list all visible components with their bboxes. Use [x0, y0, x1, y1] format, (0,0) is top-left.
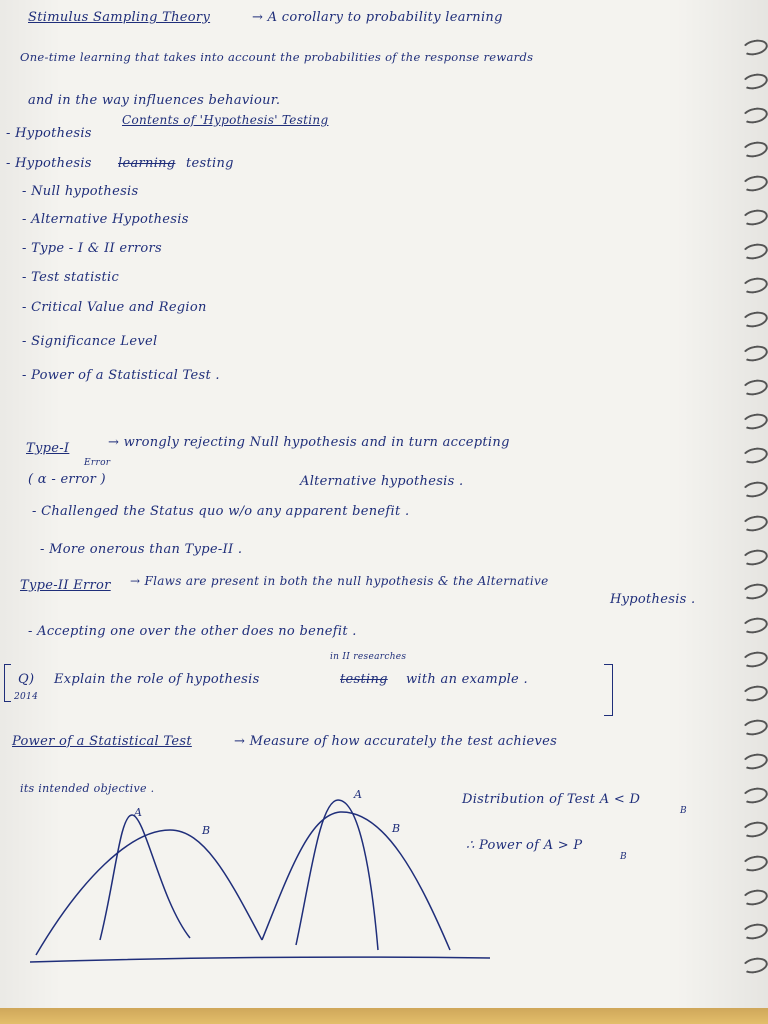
bullet-hypothesis-testing-b: testing [186, 156, 234, 171]
curve-label-b2: B [392, 822, 401, 835]
curve-label-b1: B [202, 824, 211, 837]
distribution-statement: Distribution of Test A < D [462, 792, 641, 807]
curve-b1 [36, 830, 262, 955]
bullet-significance-level: - Significance Level [22, 334, 158, 349]
bullet-alternative-hypothesis: - Alternative Hypothesis [22, 212, 189, 227]
bullet-null-hypothesis: - Null hypothesis [22, 184, 139, 199]
title-stimulus-sampling: Stimulus Sampling Theory [28, 10, 211, 25]
bullet-hypothesis-testing-a: - Hypothesis [6, 156, 92, 171]
type-one-point-1: - Challenged the Status quo w/o any apparent benefit . [32, 504, 410, 519]
question-struck-testing: testing [340, 672, 388, 687]
bullet-struck-learning: learning [118, 156, 176, 171]
heading-contents-hypothesis-testing: Contents of 'Hypothesis' Testing [122, 113, 329, 127]
curve-label-a1: A [134, 806, 143, 819]
curve-a1 [100, 815, 190, 940]
bullet-type-errors: - Type - I & II errors [22, 241, 163, 256]
type-two-label: Type-II Error [20, 578, 111, 593]
question-insert-above: in II researches [330, 652, 407, 662]
line-influences-behaviour: and in the way influences behaviour. [28, 93, 281, 108]
type-one-sub: Error [84, 458, 111, 468]
power-test-label: Power of a Statistical Test [12, 734, 192, 749]
type-two-hypothesis: Hypothesis . [610, 592, 696, 607]
baseline [30, 957, 490, 962]
type-one-alpha: ( α - error ) [28, 472, 106, 487]
type-two-point-1: - Accepting one over the other does no benefit . [28, 624, 357, 639]
type-one-label: Type-I [26, 441, 70, 456]
curve-b2 [262, 812, 450, 950]
title-corollary: → A corollary to probability learning [252, 10, 503, 25]
table-surface [0, 1008, 768, 1024]
type-one-point-2: - More onerous than Type-II . [40, 542, 243, 557]
question-text-1: Explain the role of hypothesis [54, 672, 260, 687]
power-test-objective: its intended objective . [20, 782, 155, 795]
question-label: Q) [18, 672, 35, 687]
power-test-definition: → Measure of how accurately the test achieves [234, 734, 558, 749]
power-subscript: B [620, 852, 627, 862]
type-one-definition: → wrongly rejecting Null hypothesis and in turn accepting [108, 435, 510, 450]
curve-a2 [296, 800, 378, 950]
bullet-test-statistic: - Test statistic [22, 270, 120, 285]
type-two-definition: → Flaws are present in both the null hypothesis & the Alternative [130, 574, 549, 588]
question-year: 2014 [14, 692, 39, 702]
line-one-time-learning: One-time learning that takes into account the probabilities of the response rewards [20, 50, 534, 64]
question-text-2: with an example . [406, 672, 528, 687]
curve-label-a2: A [354, 788, 363, 801]
distribution-subscript: B [680, 806, 687, 816]
power-statement: ∴ Power of A > P [466, 838, 583, 853]
type-one-alternative: Alternative hypothesis . [300, 474, 464, 489]
bullet-hypothesis: - Hypothesis [6, 126, 92, 141]
bullet-critical-value: - Critical Value and Region [22, 300, 207, 315]
bullet-power-statistical-test: - Power of a Statistical Test . [22, 368, 220, 383]
